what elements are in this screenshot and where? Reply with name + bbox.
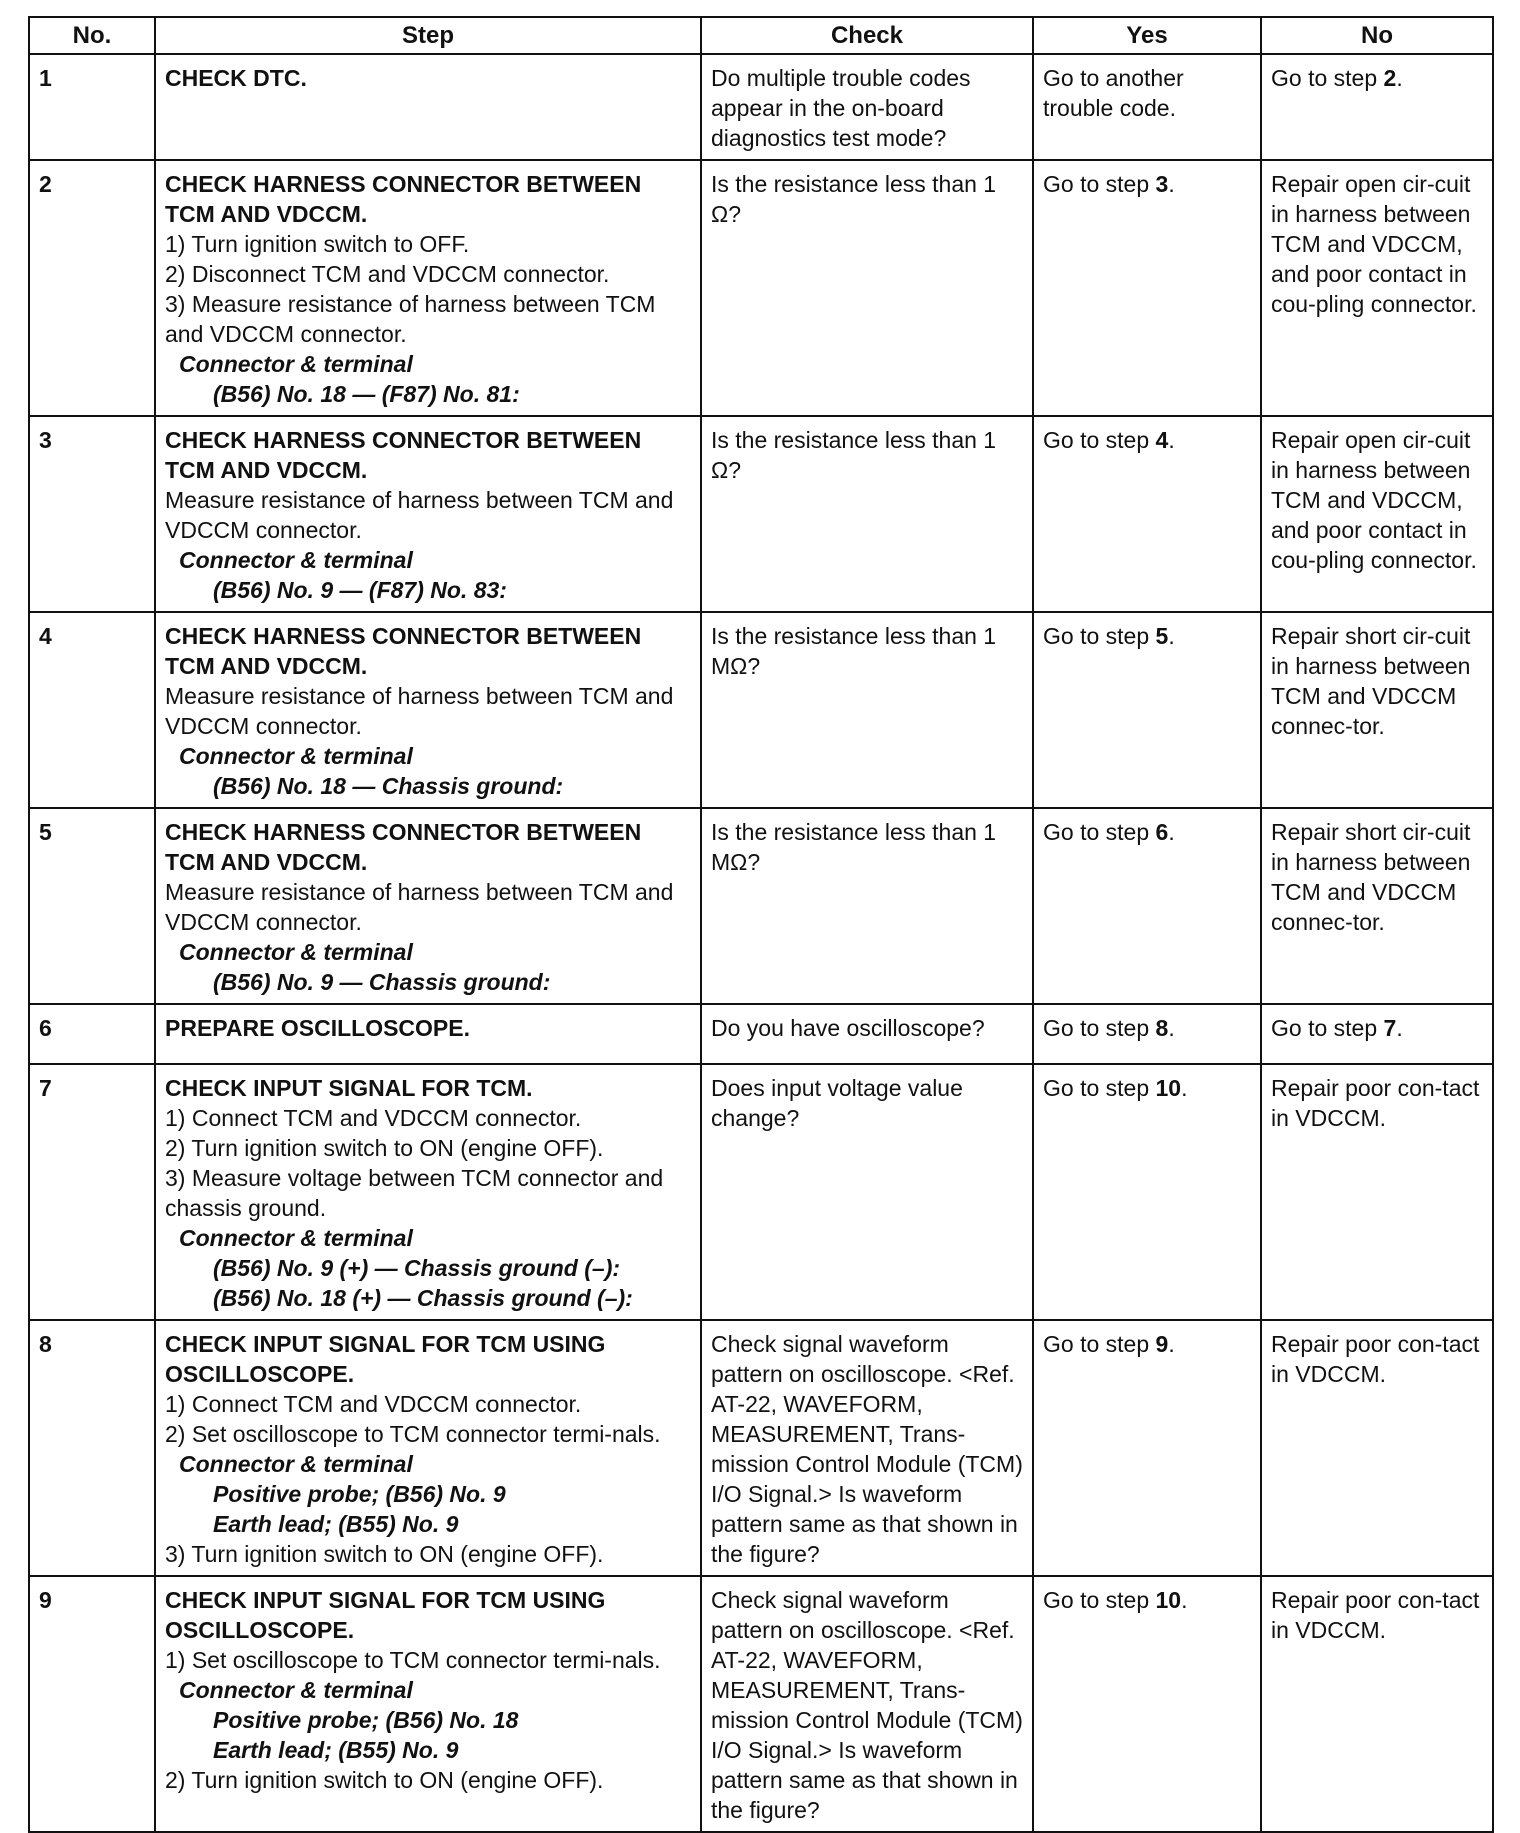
- table-row: [29, 1576, 1493, 1832]
- step-title: CHECK HARNESS CONNECTOR BETWEEN TCM AND VDCCM.: [165, 819, 642, 875]
- yes-cell: [1033, 1576, 1261, 1832]
- step-title: CHECK HARNESS CONNECTOR BETWEEN TCM AND VDCCM.: [165, 171, 642, 227]
- diagnostic-table: [28, 16, 1494, 1833]
- table-row: [29, 612, 1493, 808]
- step-title: CHECK HARNESS CONNECTOR BETWEEN TCM AND VDCCM.: [165, 623, 642, 679]
- step-instruction: 3) Measure voltage between TCM connector and chassis ground.: [165, 1165, 664, 1221]
- header-no-result: No: [1261, 17, 1493, 54]
- yes-cell: [1033, 1004, 1261, 1064]
- yes-cell: [1033, 1320, 1261, 1576]
- step-title: CHECK INPUT SIGNAL FOR TCM USING OSCILLOSCOPE.: [165, 1587, 606, 1643]
- connector-terminal-label: Connector & terminal: [179, 547, 413, 573]
- yes-step-ref: 5: [1155, 623, 1169, 649]
- check-cell: Is the resistance less than 1 Ω?: [701, 416, 1033, 612]
- yes-suffix: .: [1181, 1587, 1188, 1613]
- step-cell: [155, 1320, 701, 1576]
- step-instruction: Measure resistance of harness between TCM and VDCCM connector.: [165, 487, 674, 543]
- terminal-spec: Positive probe; (B56) No. 9: [213, 1481, 506, 1507]
- yes-step-ref: 9: [1155, 1331, 1169, 1357]
- yes-text: Go to step: [1043, 427, 1156, 453]
- terminal-spec: Earth lead; (B55) No. 9: [213, 1511, 459, 1537]
- no-text: Repair short cir-cuit in harness between TCM and VDCCM connec-tor.: [1271, 623, 1471, 739]
- yes-text: Go to step: [1043, 1331, 1156, 1357]
- no-step-ref: 7: [1383, 1015, 1397, 1041]
- check-cell: Do you have oscilloscope?: [701, 1004, 1033, 1064]
- step-title: CHECK INPUT SIGNAL FOR TCM USING OSCILLOSCOPE.: [165, 1331, 606, 1387]
- yes-cell: [1033, 160, 1261, 416]
- step-cell: [155, 416, 701, 612]
- check-cell: Check signal waveform pattern on oscilloscope. <Ref. AT-22, WAVEFORM, MEASUREMENT, Trans-mission Control Module (TCM) I/O Signal.> Is waveform pattern same as that shown in the figure?: [701, 1576, 1033, 1832]
- yes-suffix: .: [1168, 623, 1175, 649]
- step-cell: [155, 54, 701, 160]
- step-cell: [155, 1004, 701, 1064]
- yes-step-ref: 4: [1155, 427, 1169, 453]
- step-instruction: 3) Turn ignition switch to ON (engine OFF).: [165, 1541, 604, 1567]
- yes-text: Go to step: [1043, 171, 1156, 197]
- table-row: [29, 1004, 1493, 1064]
- yes-suffix: .: [1181, 1075, 1188, 1101]
- header-step: Step: [155, 17, 701, 54]
- check-cell: Do multiple trouble codes appear in the on-board diagnostics test mode?: [701, 54, 1033, 160]
- no-cell: [1261, 1320, 1493, 1576]
- step-instruction: 3) Measure resistance of harness between TCM and VDCCM connector.: [165, 291, 656, 347]
- yes-cell: [1033, 416, 1261, 612]
- diagnostic-table-page: [28, 16, 1492, 1833]
- table-row: [29, 1064, 1493, 1320]
- connector-terminal-label: Connector & terminal: [179, 1451, 413, 1477]
- table-row: [29, 1320, 1493, 1576]
- yes-suffix: .: [1168, 1015, 1175, 1041]
- step-instruction: 1) Connect TCM and VDCCM connector.: [165, 1105, 582, 1131]
- yes-text: Go to step: [1043, 1015, 1156, 1041]
- step-instruction: Measure resistance of harness between TCM and VDCCM connector.: [165, 683, 674, 739]
- step-title: CHECK DTC.: [165, 65, 307, 91]
- no-cell: [1261, 1576, 1493, 1832]
- no-cell: [1261, 54, 1493, 160]
- step-number: 6: [29, 1004, 155, 1064]
- no-text: Go to step: [1271, 1015, 1384, 1041]
- step-instruction: 2) Turn ignition switch to ON (engine OFF).: [165, 1767, 604, 1793]
- check-cell: Does input voltage value change?: [701, 1064, 1033, 1320]
- header-yes: Yes: [1033, 17, 1261, 54]
- yes-cell: [1033, 612, 1261, 808]
- step-cell: [155, 1064, 701, 1320]
- connector-terminal-label: Connector & terminal: [179, 939, 413, 965]
- yes-suffix: .: [1168, 427, 1175, 453]
- terminal-spec: (B56) No. 9 — Chassis ground:: [213, 969, 551, 995]
- yes-step-ref: 10: [1155, 1075, 1182, 1101]
- table-row: [29, 160, 1493, 416]
- yes-suffix: .: [1168, 171, 1175, 197]
- yes-text: Go to step: [1043, 623, 1156, 649]
- connector-terminal-label: Connector & terminal: [179, 743, 413, 769]
- header-no: No.: [29, 17, 155, 54]
- terminal-spec: Positive probe; (B56) No. 18: [213, 1707, 519, 1733]
- step-cell: [155, 160, 701, 416]
- no-text: Repair short cir-cuit in harness between TCM and VDCCM connec-tor.: [1271, 819, 1471, 935]
- connector-terminal-label: Connector & terminal: [179, 1677, 413, 1703]
- yes-step-ref: 8: [1155, 1015, 1169, 1041]
- check-cell: Check signal waveform pattern on oscilloscope. <Ref. AT-22, WAVEFORM, MEASUREMENT, Trans-mission Control Module (TCM) I/O Signal.> Is waveform pattern same as that shown in the figure?: [701, 1320, 1033, 1576]
- header-row: [29, 17, 1493, 54]
- step-instruction: 1) Turn ignition switch to OFF.: [165, 231, 470, 257]
- step-cell: [155, 612, 701, 808]
- terminal-spec: (B56) No. 18 — Chassis ground:: [213, 773, 564, 799]
- check-cell: Is the resistance less than 1 Ω?: [701, 160, 1033, 416]
- no-cell: [1261, 808, 1493, 1004]
- step-title: PREPARE OSCILLOSCOPE.: [165, 1015, 471, 1041]
- check-cell: Is the resistance less than 1 MΩ?: [701, 612, 1033, 808]
- terminal-spec: (B56) No. 9 (+) — Chassis ground (–):: [213, 1255, 621, 1281]
- step-number: 4: [29, 612, 155, 808]
- terminal-spec: (B56) No. 18 — (F87) No. 81:: [213, 381, 520, 407]
- step-cell: [155, 1576, 701, 1832]
- yes-text: Go to another trouble code.: [1043, 65, 1184, 121]
- step-cell: [155, 808, 701, 1004]
- yes-cell: [1033, 808, 1261, 1004]
- step-number: 7: [29, 1064, 155, 1320]
- step-instruction: 2) Disconnect TCM and VDCCM connector.: [165, 261, 610, 287]
- yes-step-ref: 6: [1155, 819, 1169, 845]
- yes-text: Go to step: [1043, 819, 1156, 845]
- no-text: Repair open cir-cuit in harness between TCM and VDCCM, and poor contact in cou-pling connector.: [1271, 427, 1477, 573]
- step-instruction: 1) Set oscilloscope to TCM connector termi-nals.: [165, 1647, 661, 1673]
- step-number: 1: [29, 54, 155, 160]
- step-instruction: 2) Turn ignition switch to ON (engine OFF).: [165, 1135, 604, 1161]
- no-text: Repair open cir-cuit in harness between TCM and VDCCM, and poor contact in cou-pling connector.: [1271, 171, 1477, 317]
- step-instruction: 1) Connect TCM and VDCCM connector.: [165, 1391, 582, 1417]
- yes-cell: [1033, 1064, 1261, 1320]
- no-text: Repair poor con-tact in VDCCM.: [1271, 1331, 1480, 1387]
- table-row: [29, 808, 1493, 1004]
- yes-step-ref: 3: [1155, 171, 1169, 197]
- connector-terminal-label: Connector & terminal: [179, 351, 413, 377]
- step-number: 5: [29, 808, 155, 1004]
- no-suffix: .: [1396, 1015, 1403, 1041]
- no-cell: [1261, 416, 1493, 612]
- step-title: CHECK INPUT SIGNAL FOR TCM.: [165, 1075, 533, 1101]
- step-number: 8: [29, 1320, 155, 1576]
- no-text: Repair poor con-tact in VDCCM.: [1271, 1075, 1480, 1131]
- terminal-spec: Earth lead; (B55) No. 9: [213, 1737, 459, 1763]
- no-text: Repair poor con-tact in VDCCM.: [1271, 1587, 1480, 1643]
- connector-terminal-label: Connector & terminal: [179, 1225, 413, 1251]
- terminal-spec: (B56) No. 9 — (F87) No. 83:: [213, 577, 507, 603]
- terminal-spec: (B56) No. 18 (+) — Chassis ground (–):: [213, 1285, 633, 1311]
- step-number: 9: [29, 1576, 155, 1832]
- table-row: [29, 416, 1493, 612]
- yes-text: Go to step: [1043, 1587, 1156, 1613]
- no-step-ref: 2: [1383, 65, 1397, 91]
- table-row: [29, 54, 1493, 160]
- no-suffix: .: [1396, 65, 1403, 91]
- no-cell: [1261, 612, 1493, 808]
- yes-cell: [1033, 54, 1261, 160]
- step-instruction: 2) Set oscilloscope to TCM connector termi-nals.: [165, 1421, 661, 1447]
- yes-suffix: .: [1168, 819, 1175, 845]
- no-cell: [1261, 1064, 1493, 1320]
- step-number: 3: [29, 416, 155, 612]
- yes-suffix: .: [1168, 1331, 1175, 1357]
- step-instruction: Measure resistance of harness between TCM and VDCCM connector.: [165, 879, 674, 935]
- yes-text: Go to step: [1043, 1075, 1156, 1101]
- no-cell: [1261, 1004, 1493, 1064]
- header-check: Check: [701, 17, 1033, 54]
- check-cell: Is the resistance less than 1 MΩ?: [701, 808, 1033, 1004]
- no-cell: [1261, 160, 1493, 416]
- step-title: CHECK HARNESS CONNECTOR BETWEEN TCM AND VDCCM.: [165, 427, 642, 483]
- no-text: Go to step: [1271, 65, 1384, 91]
- step-number: 2: [29, 160, 155, 416]
- yes-step-ref: 10: [1155, 1587, 1182, 1613]
